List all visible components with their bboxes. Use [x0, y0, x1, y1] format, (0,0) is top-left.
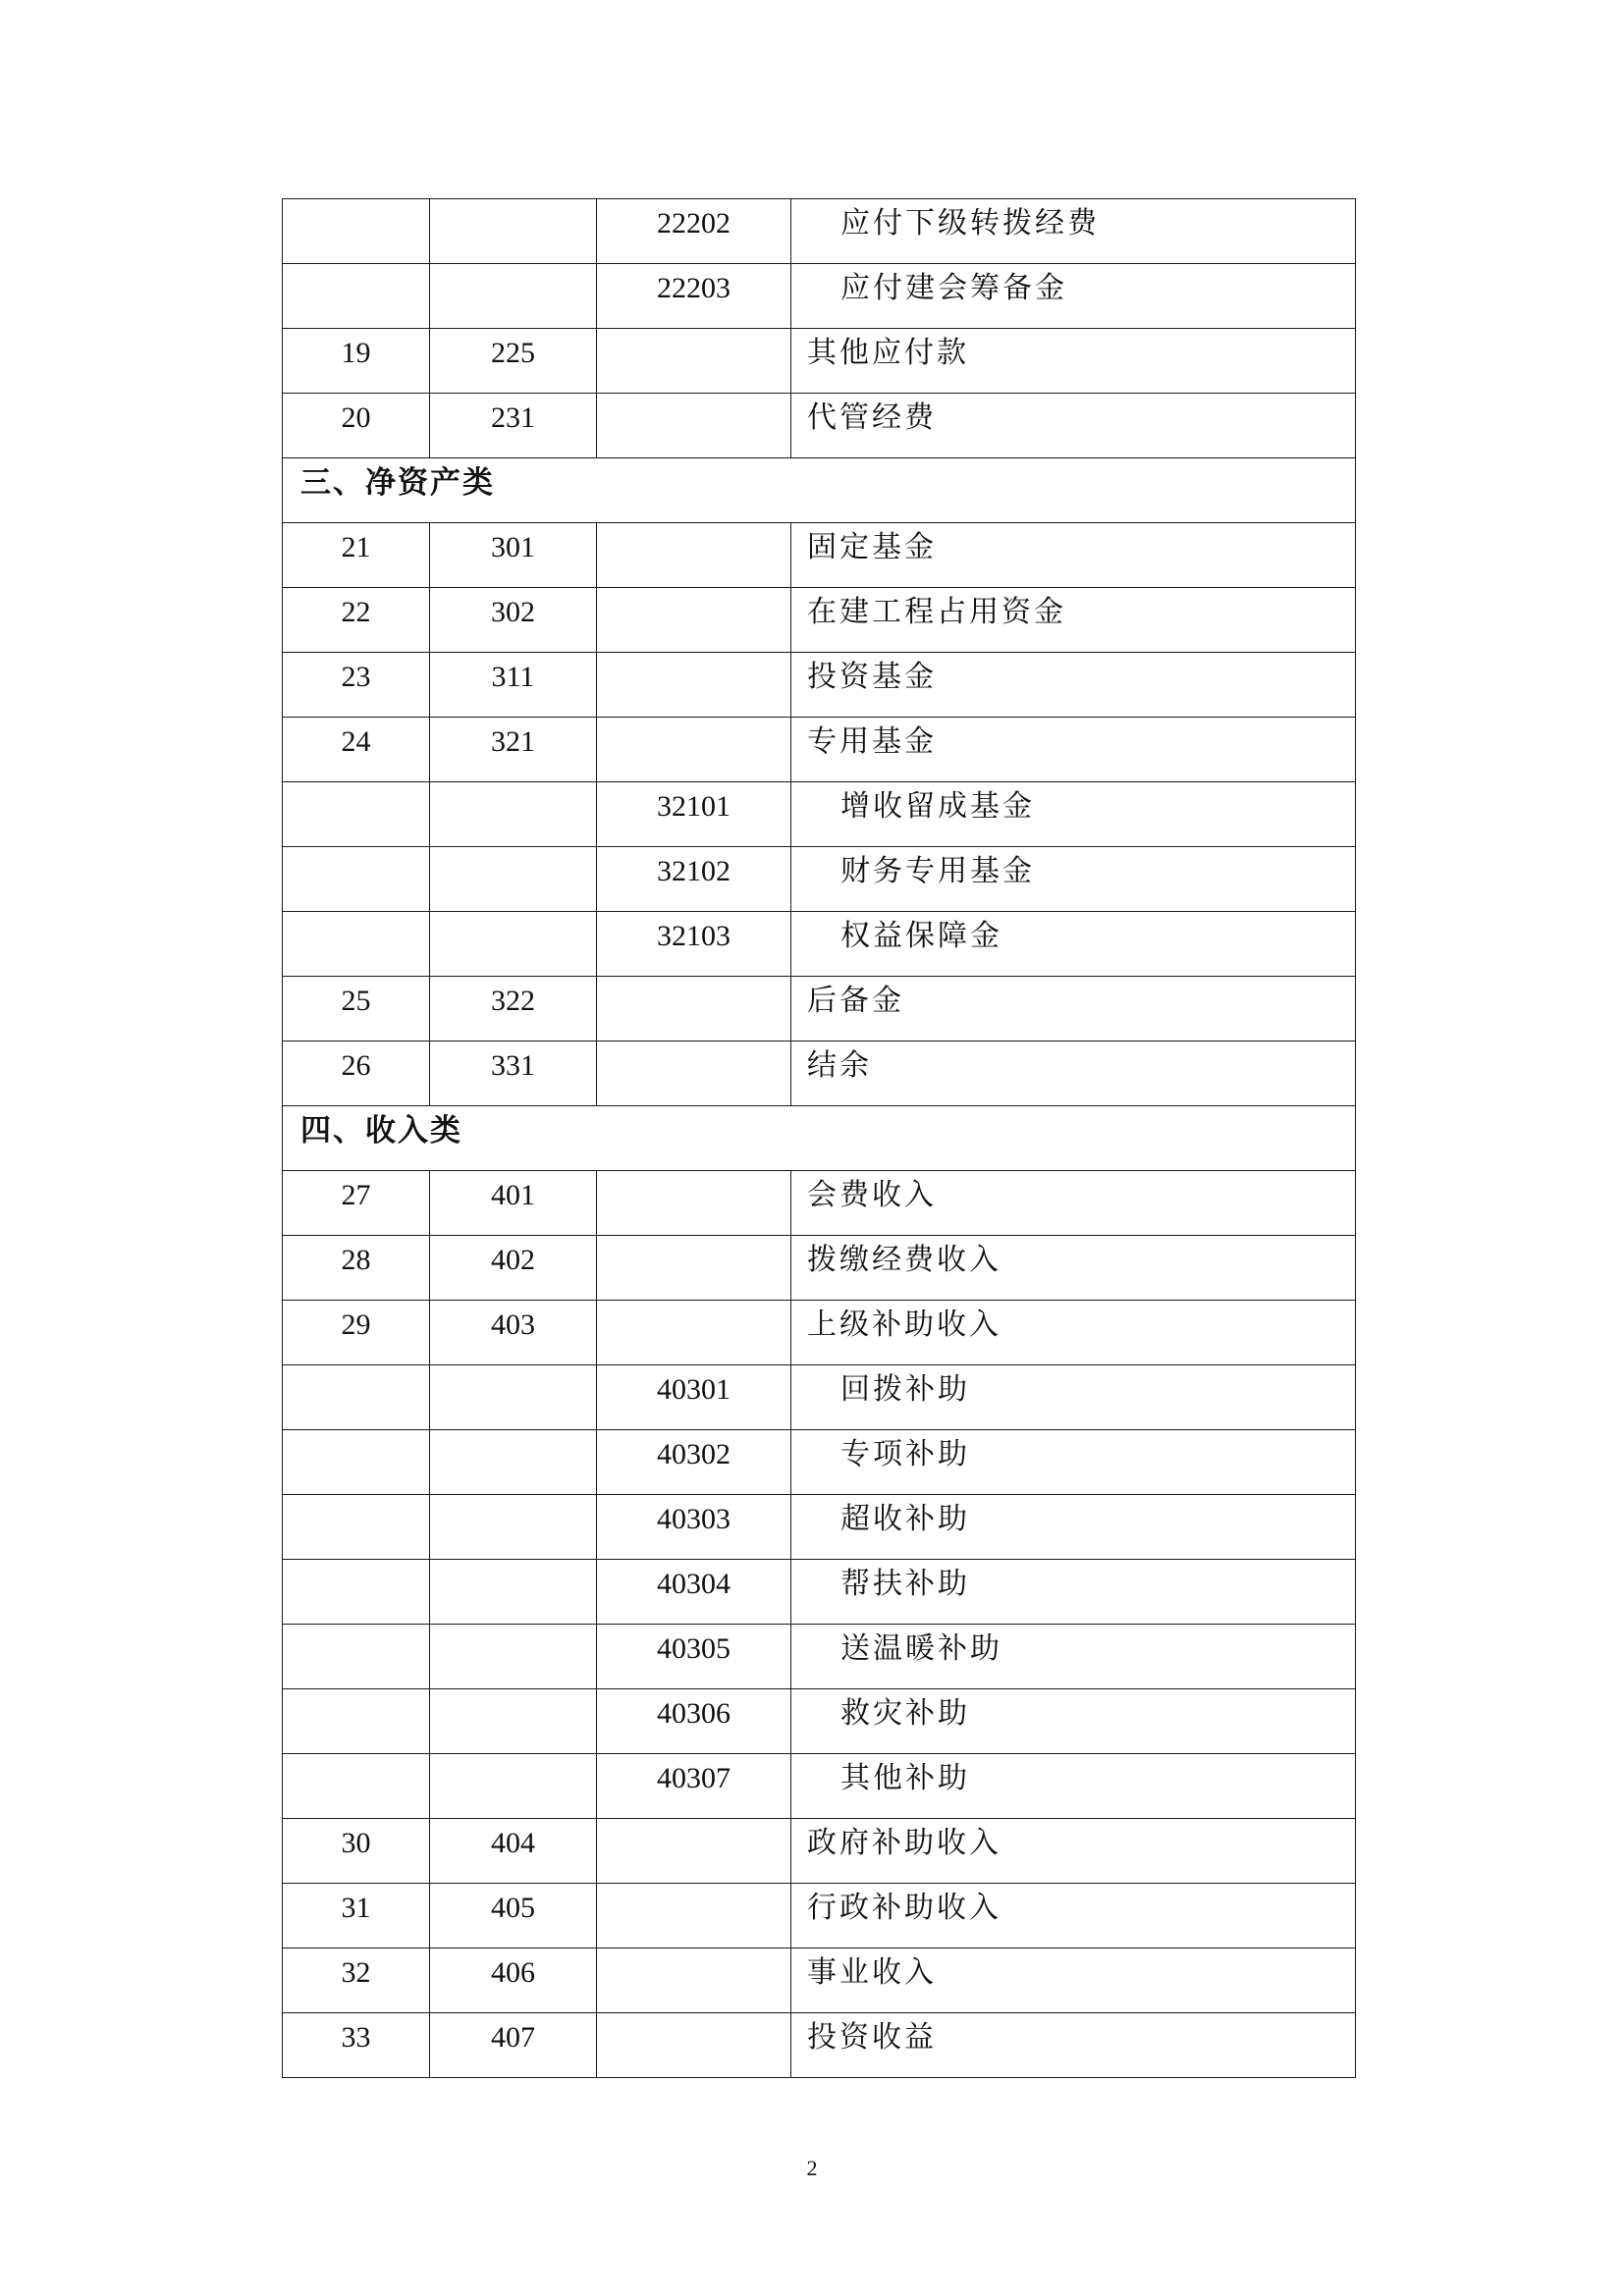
level1-code-cell: 301 — [430, 523, 597, 588]
level1-code-cell — [430, 1430, 597, 1495]
level2-code-cell: 22203 — [597, 264, 791, 329]
account-name-cell: 投资收益 — [791, 2013, 1356, 2078]
account-row — [283, 1884, 1356, 1949]
section-row — [283, 1106, 1356, 1171]
level1-code-cell — [430, 264, 597, 329]
level1-code-cell: 407 — [430, 2013, 597, 2078]
account-name-cell: 救灾补助 — [791, 1689, 1356, 1754]
account-row — [283, 1949, 1356, 2013]
sub-account-row — [283, 199, 1356, 264]
account-row — [283, 1041, 1356, 1106]
level1-code-cell — [430, 782, 597, 847]
account-name-cell: 会费收入 — [791, 1171, 1356, 1236]
account-row — [283, 2013, 1356, 2078]
level1-code-cell: 331 — [430, 1041, 597, 1106]
sequence-number-cell: 22 — [283, 588, 430, 653]
level2-code-cell: 22202 — [597, 199, 791, 264]
sequence-number-cell: 21 — [283, 523, 430, 588]
sequence-number-cell: 29 — [283, 1301, 430, 1365]
sequence-number-cell: 33 — [283, 2013, 430, 2078]
account-name-cell: 送温暖补助 — [791, 1625, 1356, 1689]
section-title: 四、收入类 — [283, 1106, 1356, 1171]
account-name-cell: 投资基金 — [791, 653, 1356, 718]
sub-account-row — [283, 1560, 1356, 1625]
sequence-number-cell — [283, 847, 430, 912]
level1-code-cell: 302 — [430, 588, 597, 653]
level2-code-cell: 40302 — [597, 1430, 791, 1495]
account-name-cell: 后备金 — [791, 977, 1356, 1041]
sequence-number-cell: 20 — [283, 394, 430, 458]
level2-code-cell — [597, 653, 791, 718]
level2-code-cell: 40306 — [597, 1689, 791, 1754]
account-name-cell: 事业收入 — [791, 1949, 1356, 2013]
sequence-number-cell: 19 — [283, 329, 430, 394]
account-name-cell: 权益保障金 — [791, 912, 1356, 977]
sequence-number-cell: 28 — [283, 1236, 430, 1301]
sub-account-row — [283, 1625, 1356, 1689]
account-name-cell: 回拨补助 — [791, 1365, 1356, 1430]
level1-code-cell — [430, 1495, 597, 1560]
sequence-number-cell — [283, 782, 430, 847]
sequence-number-cell — [283, 1430, 430, 1495]
level2-code-cell — [597, 394, 791, 458]
section-title: 三、净资产类 — [283, 458, 1356, 523]
level2-code-cell — [597, 1819, 791, 1884]
sequence-number-cell: 27 — [283, 1171, 430, 1236]
account-name-cell: 专项补助 — [791, 1430, 1356, 1495]
account-row — [283, 329, 1356, 394]
level1-code-cell: 231 — [430, 394, 597, 458]
level2-code-cell — [597, 1949, 791, 2013]
level2-code-cell: 32101 — [597, 782, 791, 847]
account-row — [283, 718, 1356, 782]
level1-code-cell — [430, 912, 597, 977]
account-row — [283, 394, 1356, 458]
account-name-cell: 在建工程占用资金 — [791, 588, 1356, 653]
sub-account-row — [283, 1430, 1356, 1495]
sub-account-row — [283, 264, 1356, 329]
sequence-number-cell: 23 — [283, 653, 430, 718]
level2-code-cell — [597, 977, 791, 1041]
level2-code-cell: 40304 — [597, 1560, 791, 1625]
level2-code-cell — [597, 2013, 791, 2078]
level2-code-cell — [597, 718, 791, 782]
account-name-cell: 超收补助 — [791, 1495, 1356, 1560]
sequence-number-cell: 31 — [283, 1884, 430, 1949]
level2-code-cell — [597, 1041, 791, 1106]
account-name-cell: 专用基金 — [791, 718, 1356, 782]
account-name-cell: 增收留成基金 — [791, 782, 1356, 847]
account-name-cell: 上级补助收入 — [791, 1301, 1356, 1365]
account-row — [283, 588, 1356, 653]
account-name-cell: 代管经费 — [791, 394, 1356, 458]
accounts-table — [282, 198, 1356, 2078]
sequence-number-cell: 30 — [283, 1819, 430, 1884]
level2-code-cell — [597, 588, 791, 653]
sequence-number-cell: 24 — [283, 718, 430, 782]
sub-account-row — [283, 847, 1356, 912]
account-row — [283, 977, 1356, 1041]
page-number: 2 — [806, 2156, 818, 2180]
level2-code-cell: 32102 — [597, 847, 791, 912]
sequence-number-cell — [283, 1495, 430, 1560]
account-name-cell: 其他应付款 — [791, 329, 1356, 394]
level2-code-cell: 40301 — [597, 1365, 791, 1430]
level1-code-cell: 403 — [430, 1301, 597, 1365]
section-row — [283, 458, 1356, 523]
account-row — [283, 1236, 1356, 1301]
account-row — [283, 1171, 1356, 1236]
account-row — [283, 1819, 1356, 1884]
level1-code-cell: 225 — [430, 329, 597, 394]
level2-code-cell — [597, 1301, 791, 1365]
level1-code-cell — [430, 1689, 597, 1754]
sub-account-row — [283, 1365, 1356, 1430]
account-row — [283, 653, 1356, 718]
account-name-cell: 固定基金 — [791, 523, 1356, 588]
sequence-number-cell: 32 — [283, 1949, 430, 2013]
level2-code-cell — [597, 1236, 791, 1301]
level1-code-cell — [430, 1625, 597, 1689]
level2-code-cell: 40305 — [597, 1625, 791, 1689]
sequence-number-cell — [283, 1560, 430, 1625]
sequence-number-cell — [283, 1365, 430, 1430]
level1-code-cell — [430, 1754, 597, 1819]
level1-code-cell — [430, 847, 597, 912]
sequence-number-cell — [283, 912, 430, 977]
sequence-number-cell — [283, 1625, 430, 1689]
sub-account-row — [283, 1689, 1356, 1754]
level2-code-cell — [597, 329, 791, 394]
account-name-cell: 其他补助 — [791, 1754, 1356, 1819]
level2-code-cell — [597, 1171, 791, 1236]
sequence-number-cell: 26 — [283, 1041, 430, 1106]
account-row — [283, 523, 1356, 588]
sub-account-row — [283, 912, 1356, 977]
sequence-number-cell — [283, 199, 430, 264]
level1-code-cell — [430, 199, 597, 264]
accounts-table-body — [283, 199, 1356, 2078]
level1-code-cell: 405 — [430, 1884, 597, 1949]
sequence-number-cell — [283, 1754, 430, 1819]
level1-code-cell: 321 — [430, 718, 597, 782]
account-name-cell: 行政补助收入 — [791, 1884, 1356, 1949]
account-row — [283, 1301, 1356, 1365]
level1-code-cell: 401 — [430, 1171, 597, 1236]
level1-code-cell: 402 — [430, 1236, 597, 1301]
level2-code-cell: 40307 — [597, 1754, 791, 1819]
account-name-cell: 政府补助收入 — [791, 1819, 1356, 1884]
sequence-number-cell: 25 — [283, 977, 430, 1041]
account-name-cell: 拨缴经费收入 — [791, 1236, 1356, 1301]
level1-code-cell — [430, 1365, 597, 1430]
level1-code-cell: 406 — [430, 1949, 597, 2013]
account-name-cell: 财务专用基金 — [791, 847, 1356, 912]
account-name-cell: 应付下级转拨经费 — [791, 199, 1356, 264]
sequence-number-cell — [283, 264, 430, 329]
sub-account-row — [283, 1495, 1356, 1560]
level1-code-cell — [430, 1560, 597, 1625]
level1-code-cell: 404 — [430, 1819, 597, 1884]
level1-code-cell: 322 — [430, 977, 597, 1041]
level2-code-cell — [597, 1884, 791, 1949]
sub-account-row — [283, 1754, 1356, 1819]
level2-code-cell: 40303 — [597, 1495, 791, 1560]
account-name-cell: 结余 — [791, 1041, 1356, 1106]
level1-code-cell: 311 — [430, 653, 597, 718]
sequence-number-cell — [283, 1689, 430, 1754]
sub-account-row — [283, 782, 1356, 847]
account-name-cell: 帮扶补助 — [791, 1560, 1356, 1625]
account-name-cell: 应付建会筹备金 — [791, 264, 1356, 329]
level2-code-cell: 32103 — [597, 912, 791, 977]
level2-code-cell — [597, 523, 791, 588]
